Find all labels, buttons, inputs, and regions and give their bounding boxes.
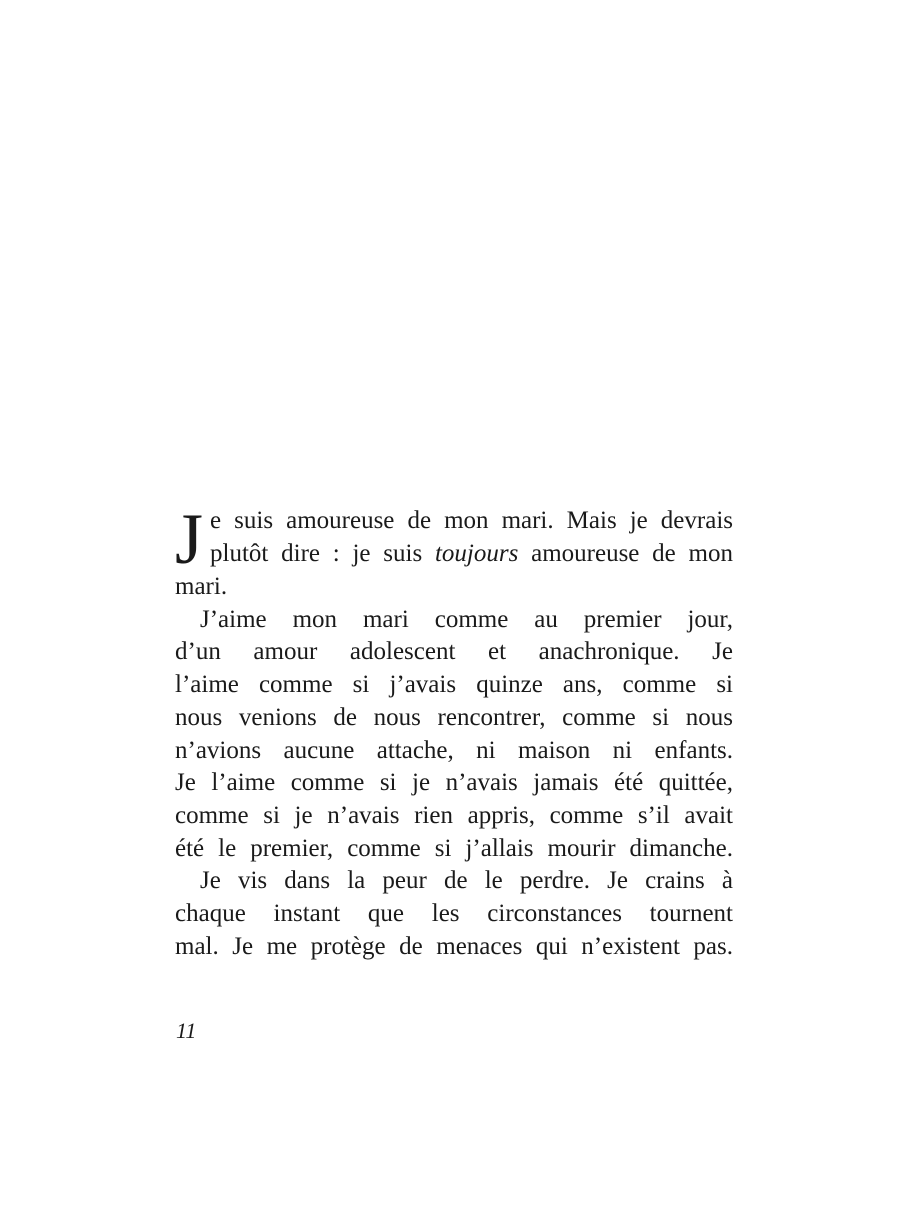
text-span: plutôt dire : je suis: [210, 539, 435, 567]
text-span: e suis amoureuse de mon mari. Mais je devrais: [210, 507, 733, 534]
text-line: [175, 702, 733, 735]
paragraph-3: [175, 865, 733, 963]
text-span: J’aime mon mari comme au premier jour,: [200, 605, 733, 633]
text-line: [175, 800, 733, 833]
text-span: nous venions de nous rencontrer, comme si nous: [175, 703, 733, 731]
text-line: [175, 538, 733, 571]
text-span: amoureuse de mon: [518, 539, 733, 567]
text-span: chaque instant que les circonstances tournent: [175, 900, 733, 928]
text-span: l’aime comme si j’avais quinze ans, comme si: [175, 671, 733, 699]
text-line: [175, 767, 733, 800]
page-number: 11: [176, 1018, 197, 1043]
paragraph-2: [175, 604, 733, 866]
text-line: [175, 505, 733, 538]
drop-cap: J: [175, 499, 204, 579]
text-span: Je vis dans la peur de le perdre. Je crains à: [200, 867, 733, 895]
text-span: comme si je n’avais rien appris, comme s’il avait: [175, 801, 733, 829]
text-line: [175, 898, 733, 931]
text-span: mari.: [175, 573, 228, 600]
text-line: [175, 571, 733, 604]
text-span: Je l’aime comme si je n’avais jamais été quittée,: [175, 769, 733, 797]
paragraph-1: [175, 499, 733, 604]
text-line: [175, 735, 733, 768]
text-line: [175, 636, 733, 669]
text-span: n’avions aucune attache, ni maison ni enfants.: [175, 736, 733, 764]
text-span: d’un amour adolescent et anachronique. Je: [175, 638, 733, 666]
text-line: [175, 931, 733, 964]
text-span: été le premier, comme si j’allais mourir dimanche.: [175, 834, 733, 862]
emphasis-toujours: toujours: [434, 539, 519, 567]
text-line: [175, 669, 733, 702]
text-line: [175, 604, 733, 637]
text-line: [175, 833, 733, 866]
text-span: mal. Je me protège de menaces qui n’existent pas.: [175, 932, 733, 960]
body-text: [175, 499, 733, 963]
text-line: [175, 865, 733, 898]
